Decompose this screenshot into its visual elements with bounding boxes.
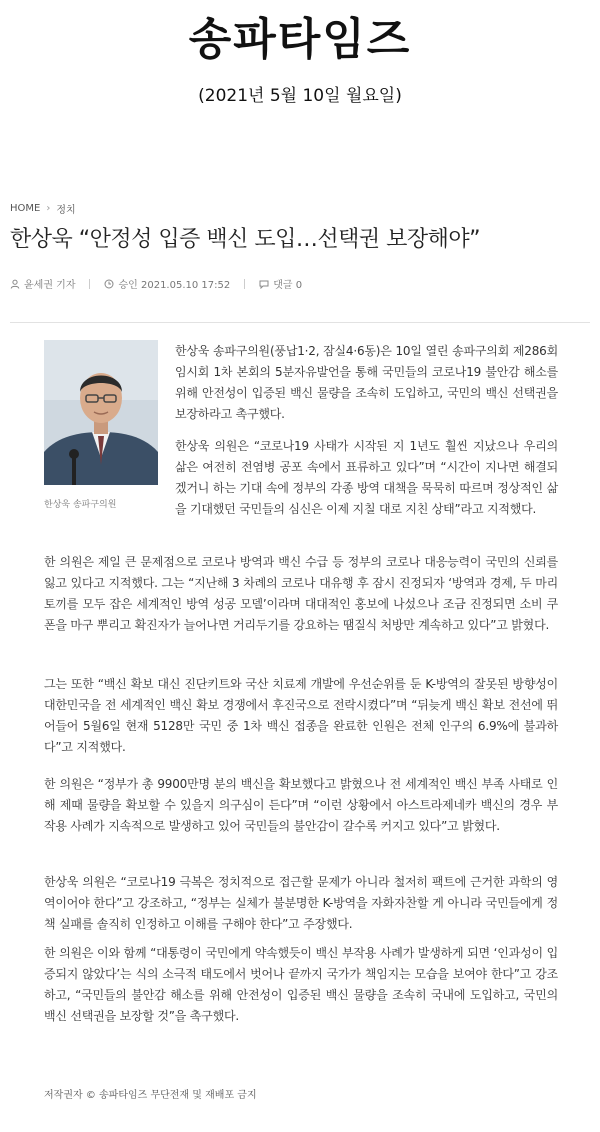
breadcrumb (10, 201, 76, 216)
article-paragraph: 그는 또한 “백신 확보 대신 진단키트와 국산 치료제 개발에 우선순위를 둔 K-방역의 잘못된 방향성이 대한민국을 전 세계적인 백신 확보 경쟁에서 후진국으로 전락시켰다”며 “뒤늦게 백신 확보 전선에 뛰어들어 5월6일 현재 5128만 국민 중 1차 백신 접종을 완료한 인원은 전체 인구의 6.9%에 불과하다”고 지적했다. (44, 677, 558, 754)
meta-divider (244, 279, 245, 289)
breadcrumb-home[interactable]: HOME (10, 203, 41, 214)
meta-approved (104, 276, 230, 291)
article-paragraph: 한상욱 의원은 “코로나19 극복은 정치적으로 접근할 문제가 아니라 철저히 팩트에 근거한 과학의 영역이어야 한다”고 강조하고, “정부는 실체가 불분명한 K-방역을 자화자찬할 게 아니라 국민들에게 정책 실패를 솔직히 인정하고 이해를 구해야 한다”고 주장했다. (44, 875, 558, 931)
article-paragraph: 한 의원은 제일 큰 문제점으로 코로나 방역과 백신 수급 등 정부의 코로나 대응능력이 국민의 신뢰를 잃고 있다고 지적했다. 그는 “지난해 3 차례의 코로나 대유행 후 잠시 진정되자 ‘방역과 경제, 두 마리 토끼를 모두 잡은 세계적인 방역 성공 모델’이라며 대대적인 홍보에 나섰으나 조금 진정되면 소비 쿠폰을 마구 뿌리고 확진자가 늘어나면 거리두기를 강요하는 땜질식 처방만 계속하고 있다”고 밝혔다. (44, 555, 558, 632)
article-paragraph: 한상욱 의원은 “코로나19 사태가 시작된 지 1년도 훨씬 지났으나 우리의 삶은 여전히 전염병 공포 속에서 표류하고 있다”며 “시간이 지나면 해결되겠거니 하는 기대 속에 정부의 각종 방역 대책을 묵묵히 따르며 정상적인 삶을 기대했던 국민들의 심신은 이제 지칠 대로 지친 상태”라고 지적했다. (175, 439, 558, 516)
copyright-notice: 저작권자 © 송파타임즈 무단전재 및 재배포 금지 (44, 1090, 257, 1101)
article-paragraph: 한상욱 송파구의원(풍납1·2, 잠실4·6동)은 10일 열린 송파구의회 제286회 임시회 1차 본회의 5분자유발언을 통해 국민들의 코로나19 불안감 해소를 위해 안전성이 입증된 백신 물량을 조속히 도입하고, 국민의 백신 선택권을 보장하라고 촉구했다. (175, 344, 558, 421)
article-meta (10, 276, 302, 291)
comment-count: 댓글 0 (273, 280, 303, 291)
comment-icon (259, 279, 269, 289)
user-icon (10, 279, 20, 289)
clock-icon (104, 279, 114, 289)
article-paragraph: 한 의원은 이와 함께 “대통령이 국민에게 약속했듯이 백신 부작용 사례가 발생하게 되면 ‘인과성이 입증되지 않았다’는 식의 소극적 태도에서 벗어나 끝까지 국가가 책임지는 모습을 보여야 한다”고 강조하고, “국민들의 불안감 해소를 위해 안전성이 입증된 백신 물량을 조속히 국내에 도입하고, 국민의 백신 선택권을 보장할 것”을 촉구했다. (44, 946, 558, 1023)
photo-caption: 한상욱 송파구의원 (44, 500, 117, 510)
meta-divider (89, 279, 90, 289)
breadcrumb-section[interactable]: 정치 (56, 205, 76, 216)
article-paragraph: 한 의원은 “정부가 총 9900만명 분의 백신을 확보했다고 밝혔으나 전 세계적인 백신 부족 사태로 인해 제때 물량을 확보할 수 있을지 의구심이 든다”며 “이런 상황에서 아스트라제네카 백신의 경우 부작용 사례가 지속적으로 발생하고 있어 국민들의 불안감이 갈수록 커지고 있다”고 밝혔다. (44, 777, 558, 833)
publication-date: (2021년 5월 10일 월요일) (198, 86, 402, 106)
author-name: 윤세권 기자 (24, 280, 76, 291)
chevron-right-icon: › (46, 203, 51, 214)
article-headline: 한상욱 “안정성 입증 백신 도입…선택권 보장해야” (10, 227, 481, 252)
approved-timestamp: 승인 2021.05.10 17:52 (118, 280, 231, 291)
meta-comments[interactable] (259, 276, 302, 291)
header-divider (10, 322, 590, 323)
newspaper-title: 송파타임즈 (188, 14, 412, 65)
meta-author[interactable] (10, 276, 75, 291)
article-photo (44, 340, 158, 485)
